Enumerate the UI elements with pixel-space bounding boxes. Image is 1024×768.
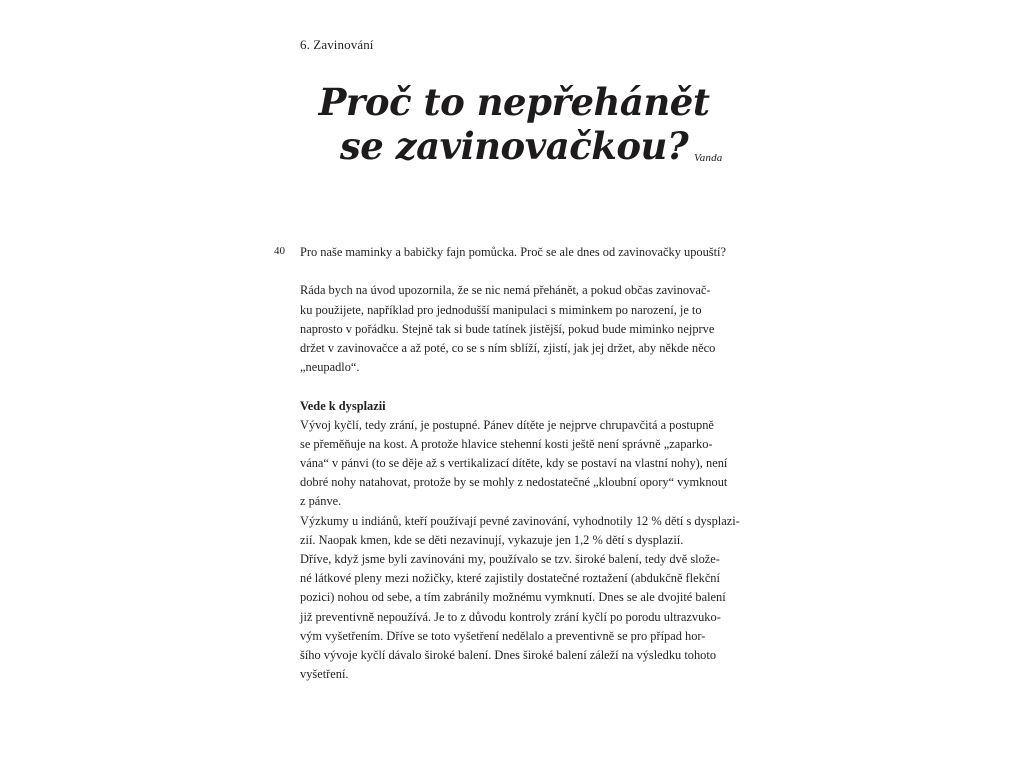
section-line: dobré nohy natahovat, protože by se mohly z nedostatečné „kloubní opory“ vymknout bbox=[300, 475, 728, 490]
author-name: Vanda bbox=[694, 152, 723, 164]
section-line: již preventivně nepoužívá. Je to z důvodu kontroly zrání kyčlí po porodu ultrazvuko- bbox=[300, 609, 721, 624]
section-line: pozici) nohou od sebe, a tím zabránily možnému vymknutí. Dnes se ale dvojité balení bbox=[300, 590, 726, 605]
paragraph-line: Ráda bych na úvod upozornila, že se nic nemá přehánět, a pokud občas zavinovač- bbox=[300, 283, 711, 298]
section-line: se přeměňuje na kost. A protože hlavice stehenní kosti ještě není správně „zaparko- bbox=[300, 436, 713, 451]
title-line-1: Proč to nepřehánět bbox=[318, 80, 710, 124]
section-line: šího vývoje kyčlí dávalo široké balení. Dnes široké balení záleží na výsledku tohoto bbox=[300, 647, 717, 662]
article-body bbox=[300, 243, 740, 684]
paragraph-line: ku použijete, například pro jednodušší manipulaci s miminkem po narození, je to bbox=[300, 302, 702, 317]
intro-paragraph: Pro naše maminky a babičky fajn pomůcka. Proč se ale dnes od zavinovačky upouští? bbox=[300, 245, 726, 259]
section-line: zií. Naopak kmen, kde se děti nezavinují, vykazuje jen 1,2 % dětí s dysplazií. bbox=[300, 532, 684, 547]
page-number: 40 bbox=[274, 245, 285, 257]
title-line-2: se zavinovačkou? bbox=[339, 124, 689, 168]
chapter-header: 6. Zavinování bbox=[300, 37, 374, 52]
paragraph-line: naprosto v pořádku. Stejně tak si bude tatínek jistější, pokud bude miminko nejprve bbox=[300, 321, 715, 336]
paragraph-line: „neupadlo“. bbox=[300, 360, 360, 375]
section-heading: Vede k dysplazii bbox=[300, 398, 386, 413]
section-line: vým vyšetřením. Dříve se toto vyšetření nedělalo a preventivně se pro případ hor- bbox=[300, 628, 706, 643]
paragraph-spacer bbox=[300, 262, 740, 281]
section-line: Dříve, když jsme byli zavinováni my, používalo se tzv. široké balení, tedy dvě slože- bbox=[300, 552, 720, 566]
section-line: z pánve. bbox=[300, 494, 342, 509]
section-line: vyšetření. bbox=[300, 667, 349, 682]
section-line: Vývoj kyčlí, tedy zrání, je postupné. Pánev dítěte je nejprve chrupavčitá a postupně bbox=[300, 417, 714, 432]
paragraph-spacer bbox=[300, 377, 740, 396]
article-title bbox=[300, 80, 728, 168]
paragraph-line: držet v zavinovačce a až poté, co se s ním sblíží, zjistí, jak jej držet, aby někde něco bbox=[300, 340, 716, 355]
section-line: Výzkumy u indiánů, kteří používají pevné zavinování, vyhodnotily 12 % dětí s dysplazi- bbox=[300, 513, 740, 528]
section-line: né látkové pleny mezi nožičky, které zajistily dostatečné roztažení (abdukčně flekční bbox=[300, 571, 720, 586]
section-line: vána“ v pánvi (to se děje až s vertikalizací dítěte, kdy se postaví na vlastní nohy), není bbox=[300, 456, 728, 471]
